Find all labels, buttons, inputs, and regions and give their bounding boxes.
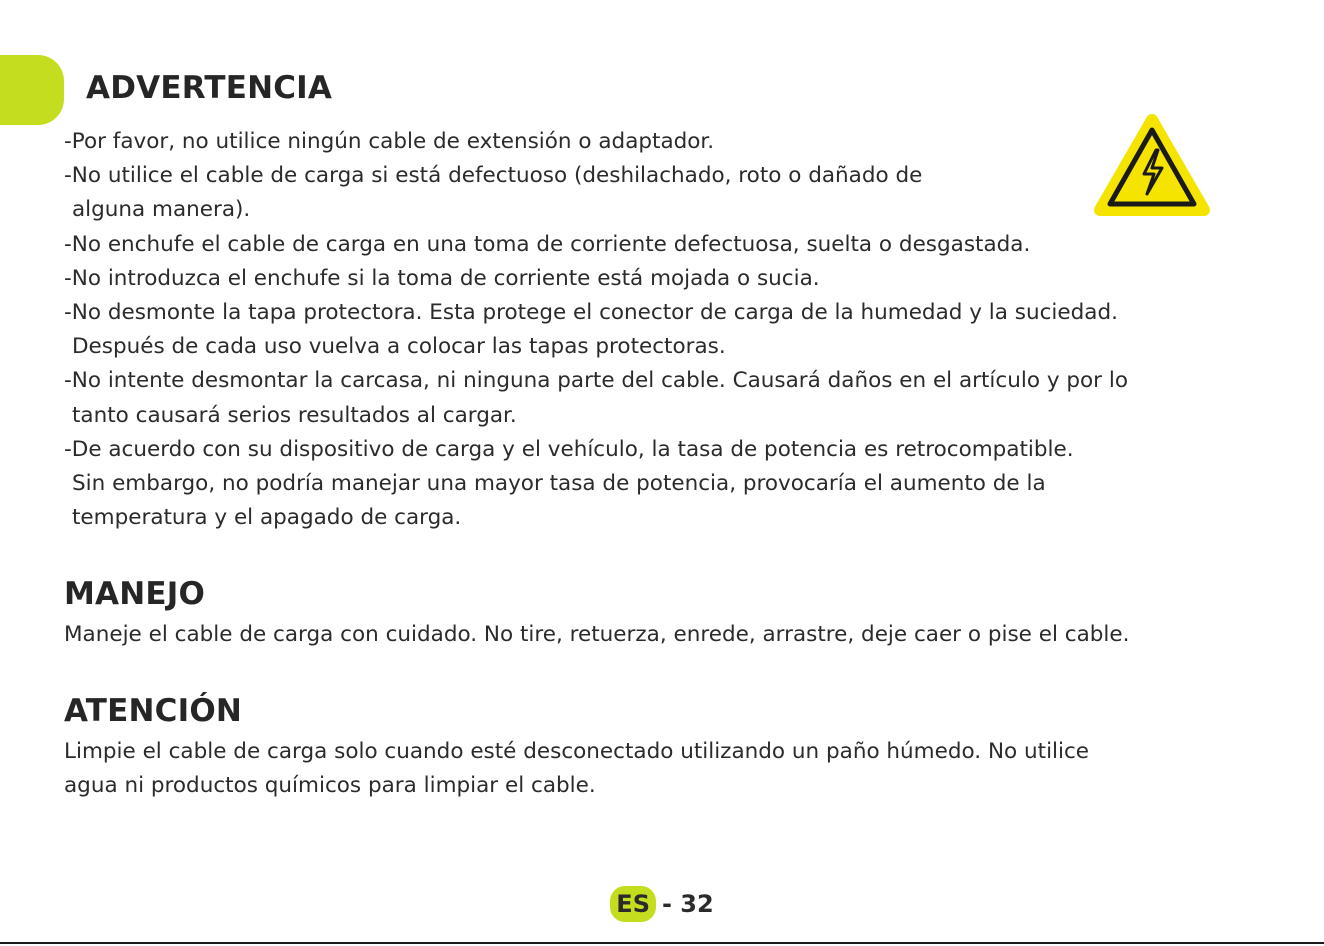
- manejo-body: [64, 618, 1129, 652]
- section-tab-marker: [0, 55, 64, 125]
- manejo-heading: MANEJO: [64, 576, 206, 612]
- advertencia-line: -No introduzca el enchufe si la toma de corriente está mojada o sucia.: [64, 265, 820, 291]
- language-badge: ES: [610, 886, 656, 922]
- atencion-line: agua ni productos químicos para limpiar el cable.: [64, 773, 596, 799]
- advertencia-line: -No enchufe el cable de carga en una toma de corriente defectuosa, suelta o desgastada.: [64, 231, 1031, 257]
- advertencia-line: -No desmonte la tapa protectora. Esta protege el conector de carga de la humedad y la suciedad.: [64, 300, 1118, 326]
- advertencia-line: -Por favor, no utilice ningún cable de extensión o adaptador.: [64, 129, 715, 154]
- atencion-heading: ATENCIÓN: [64, 693, 243, 729]
- advertencia-body: [64, 125, 1128, 535]
- advertencia-line: temperatura y el apagado de carga.: [72, 505, 462, 531]
- advertencia-line: tanto causará serios resultados al cargar.: [72, 402, 517, 428]
- advertencia-line: Después de cada uso vuelva a colocar las tapas protectoras.: [72, 334, 726, 360]
- advertencia-line: -No utilice el cable de carga si está defectuoso (deshilachado, roto o dañado de: [64, 163, 923, 189]
- advertencia-line: -De acuerdo con su dispositivo de carga y el vehículo, la tasa de potencia es retrocompatible.: [64, 436, 1074, 462]
- atencion-body: [64, 735, 1089, 803]
- advertencia-heading: ADVERTENCIA: [86, 70, 333, 106]
- manejo-line: Maneje el cable de carga con cuidado. No tire, retuerza, enrede, arrastre, deje caer o pise el cable.: [64, 622, 1130, 647]
- bottom-divider: [0, 942, 1324, 944]
- page-number: - 32: [661, 890, 714, 918]
- atencion-line: Limpie el cable de carga solo cuando esté desconectado utilizando un paño húmedo. No utilice: [64, 739, 1090, 764]
- advertencia-line: alguna manera).: [72, 197, 251, 223]
- page-footer: [0, 884, 1324, 923]
- advertencia-line: -No intente desmontar la carcasa, ni ninguna parte del cable. Causará daños en el artículo y por lo: [64, 368, 1128, 394]
- advertencia-line: Sin embargo, no podría manejar una mayor tasa de potencia, provocaría el aumento de la: [72, 471, 1046, 497]
